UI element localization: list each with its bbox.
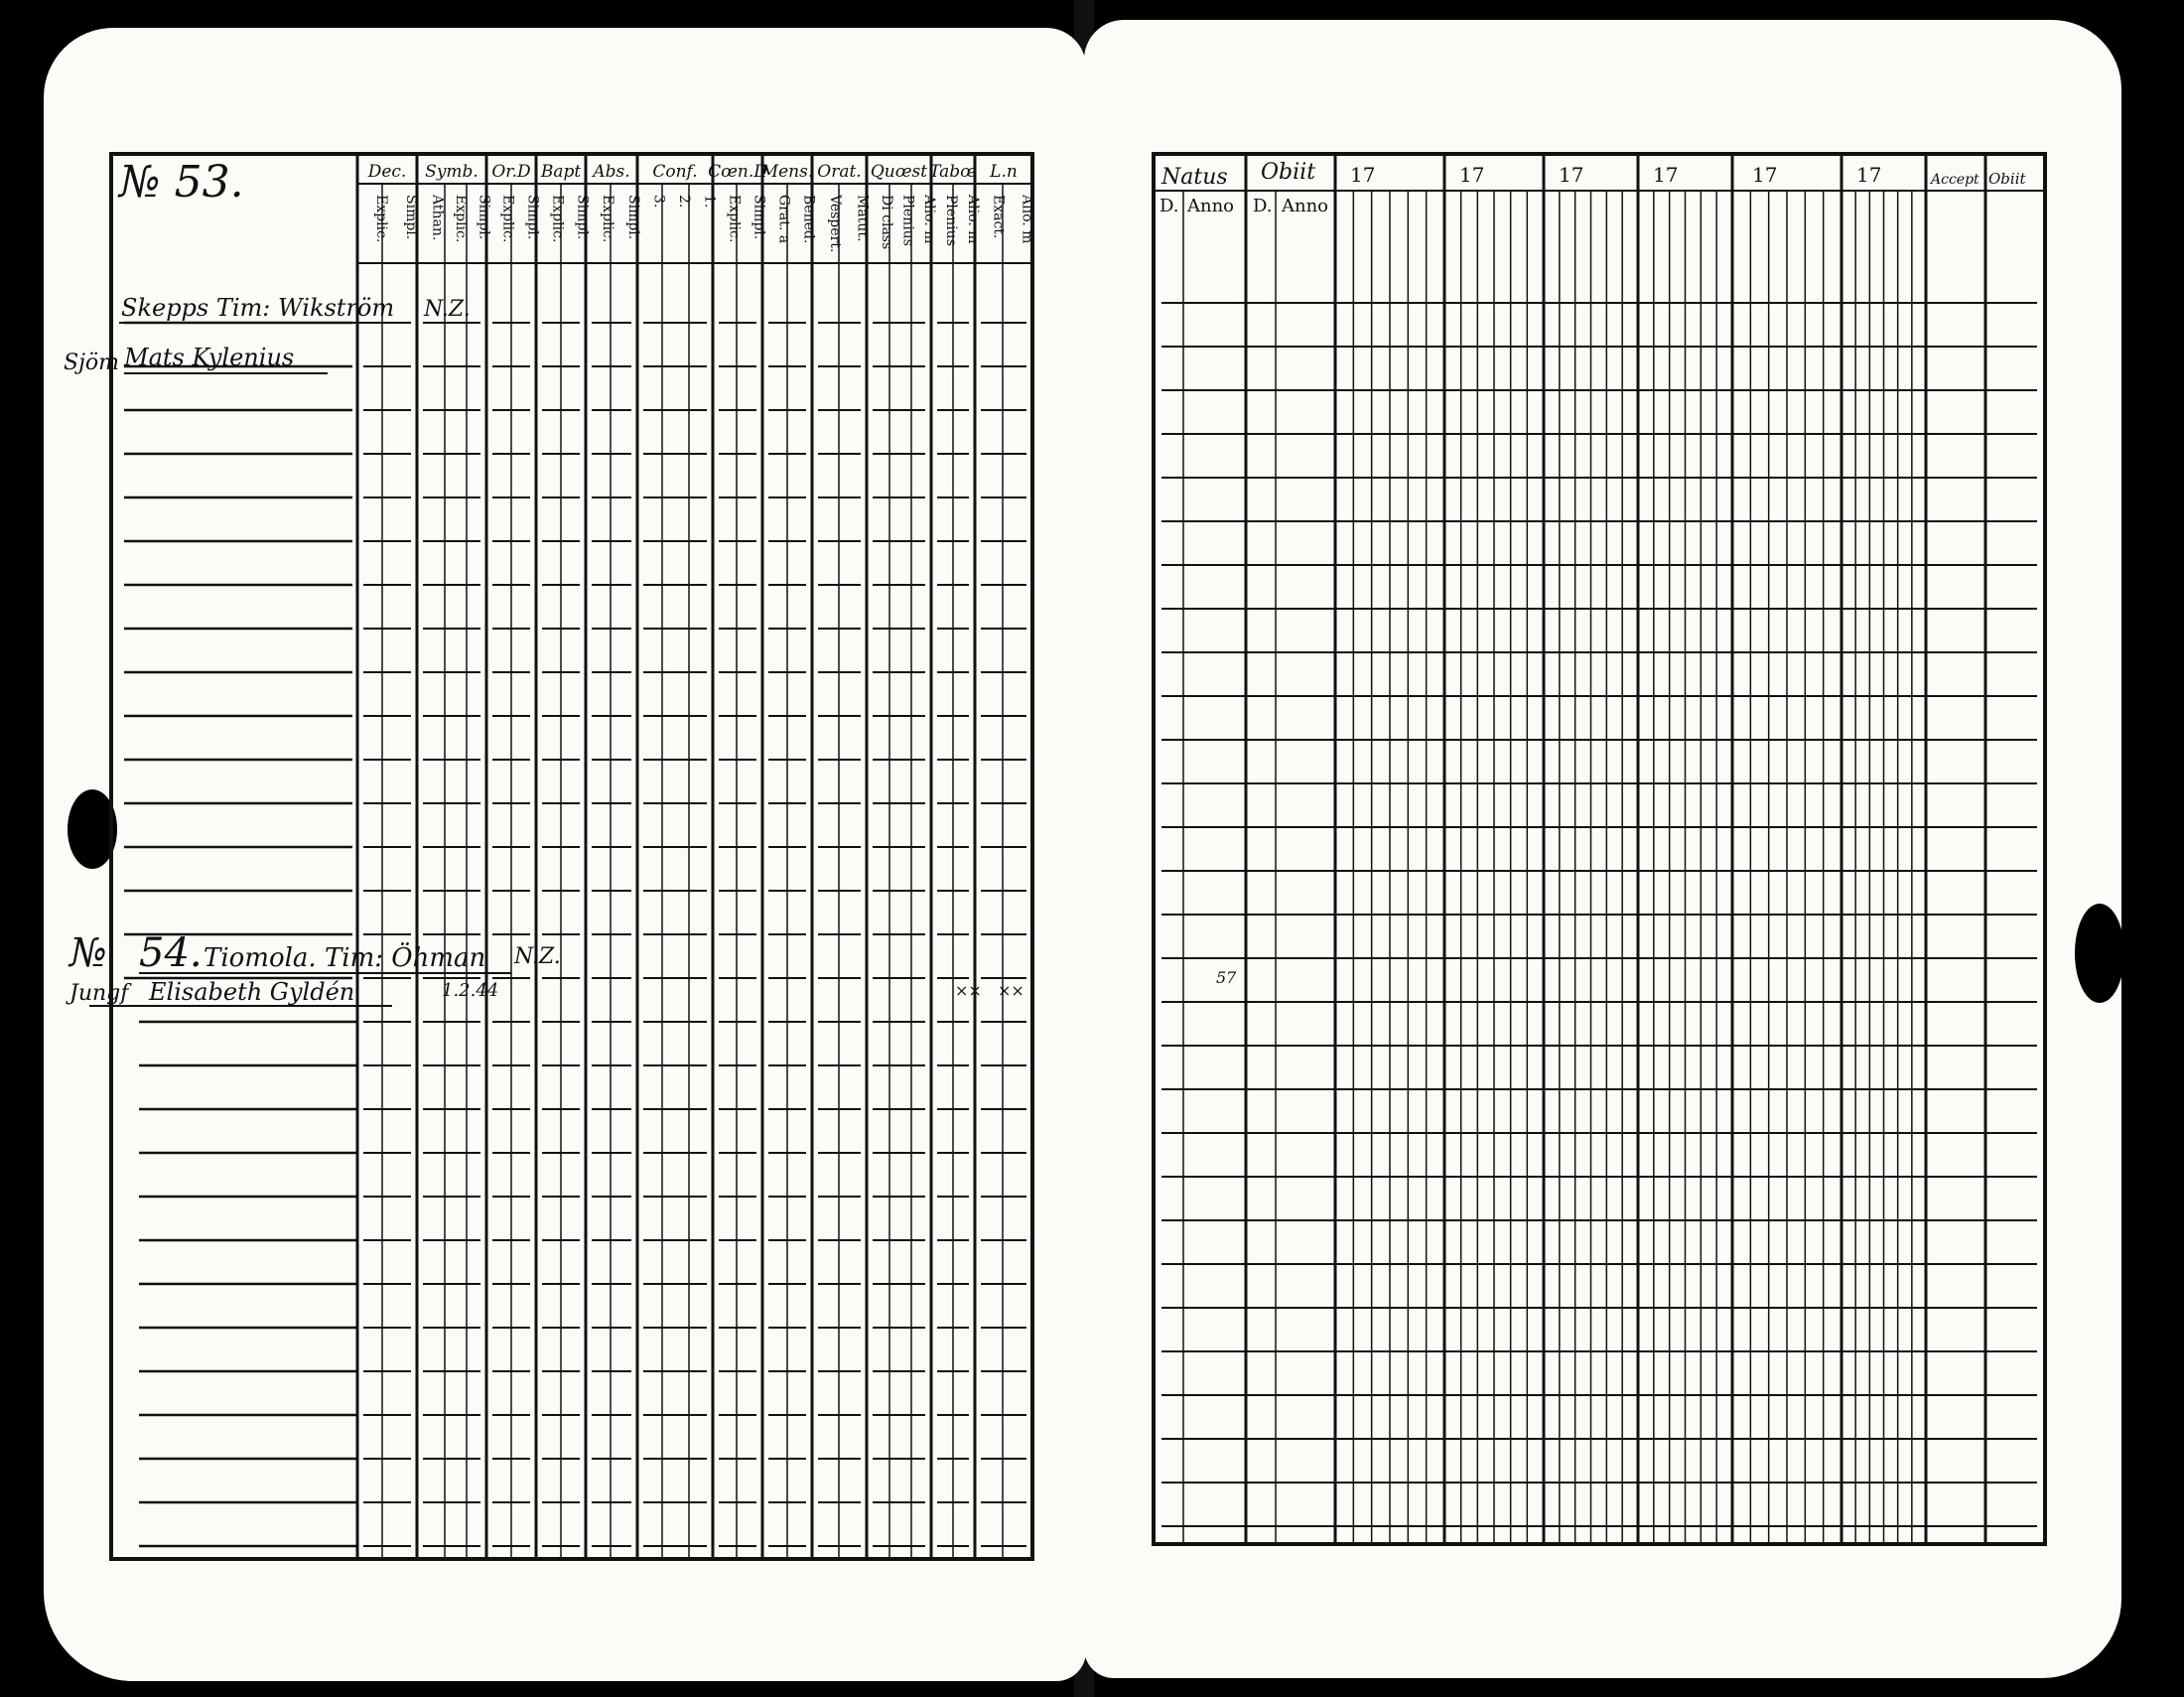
column-header-title: Abs. (593, 162, 630, 182)
column-header-sub: Alio. m (965, 195, 981, 244)
column-header-sub: Bened. (800, 195, 817, 244)
entry-number-prefix: № (69, 930, 107, 976)
column-header-title: Quœst (870, 162, 928, 182)
column-header-sub: 1. (701, 195, 718, 209)
column-header-title: Symb. (425, 162, 478, 182)
column-header-sub: Vespert. (826, 195, 843, 253)
column-header-title: Or.D (491, 162, 531, 182)
column-header-sub: Simpl. (625, 195, 641, 240)
column-header-sub: Simpl. (751, 195, 767, 240)
column-header-sub: Matut. (854, 195, 871, 242)
entry-mark: N.Z. (514, 944, 561, 969)
column-header-sub: Simpl. (524, 195, 541, 240)
column-header-title: Tabœ (929, 162, 977, 182)
column-header-sub: Simpl. (403, 195, 419, 240)
entry-role: Jungf (69, 981, 129, 1006)
entry-mark: N.Z. (424, 297, 471, 322)
column-header-sub: 2. (676, 195, 692, 209)
right-register-grid (1154, 154, 2045, 1544)
entry-mark: ×× (955, 981, 982, 1000)
column-header-sub: Explic. (453, 195, 469, 243)
entry-mark: 1.2.44 (442, 980, 499, 1001)
column-header-sub: Simpl. (476, 195, 492, 240)
column-header-sub: Di class (878, 195, 894, 250)
column-header-sub: Explic. (726, 195, 743, 243)
column-header-sub: Alio. m (1019, 195, 1035, 244)
header-year: 17 (1653, 163, 1679, 187)
column-header-sub: Explic. (499, 195, 516, 243)
header-year: 17 (1350, 163, 1376, 187)
column-header-title: Cœn.D (708, 162, 767, 182)
column-header-sub: Exact. (990, 195, 1007, 239)
header-year: 17 (1559, 163, 1584, 187)
column-header-sub: Plenius (899, 195, 916, 246)
column-header-sub: Explic. (600, 195, 615, 243)
column-header-title: L.n (990, 162, 1018, 182)
column-header-title: Mens. (760, 162, 814, 182)
subheader-day: D. (1160, 196, 1179, 216)
header-year: 17 (1856, 163, 1882, 187)
column-header-title: Orat. (817, 162, 862, 182)
header-obiit: Obiit (1261, 160, 1316, 185)
column-header-title: Dec. (367, 162, 407, 182)
column-header-sub: Grat. a (775, 195, 792, 244)
column-header-sub: Athan. (429, 195, 446, 241)
entry-name: Elisabeth Gyldén (149, 978, 355, 1006)
entry-name: Mats Kylenius (124, 344, 295, 371)
entry-mark: ×× (998, 981, 1024, 1000)
subheader-anno: Anno (1187, 196, 1235, 216)
column-header-title: Bapt (540, 162, 582, 182)
entry-name: Tiomola. Tim: Öhman (204, 943, 486, 973)
entry-role: Sjöm (64, 351, 119, 375)
subheader-day: D. (1253, 196, 1273, 216)
column-header-sub: Plenius (943, 195, 959, 246)
entry-number-53: № 53. (119, 157, 244, 208)
entry-number-54: 54. (139, 930, 203, 976)
right-column-headers (1160, 160, 2026, 987)
header-year: 17 (1459, 163, 1485, 187)
header-obiit-2: Obiit (1988, 170, 2026, 188)
header-accept: Accept (1931, 172, 1979, 188)
entry-name: Skepps Tim: Wikström (121, 294, 395, 322)
column-header-sub: Explic. (373, 195, 389, 243)
subheader-anno: Anno (1282, 196, 1329, 216)
column-header-title: Conf. (652, 162, 698, 182)
column-header-sub: Simpl. (574, 195, 591, 240)
column-header-sub: 3. (650, 195, 667, 209)
left-column-headers (367, 162, 1035, 252)
margin-note: 57 (1216, 968, 1237, 987)
header-natus: Natus (1161, 165, 1228, 190)
column-header-sub: Alio. m (921, 195, 938, 244)
header-year: 17 (1752, 163, 1778, 187)
column-header-sub: Explic. (549, 195, 566, 243)
